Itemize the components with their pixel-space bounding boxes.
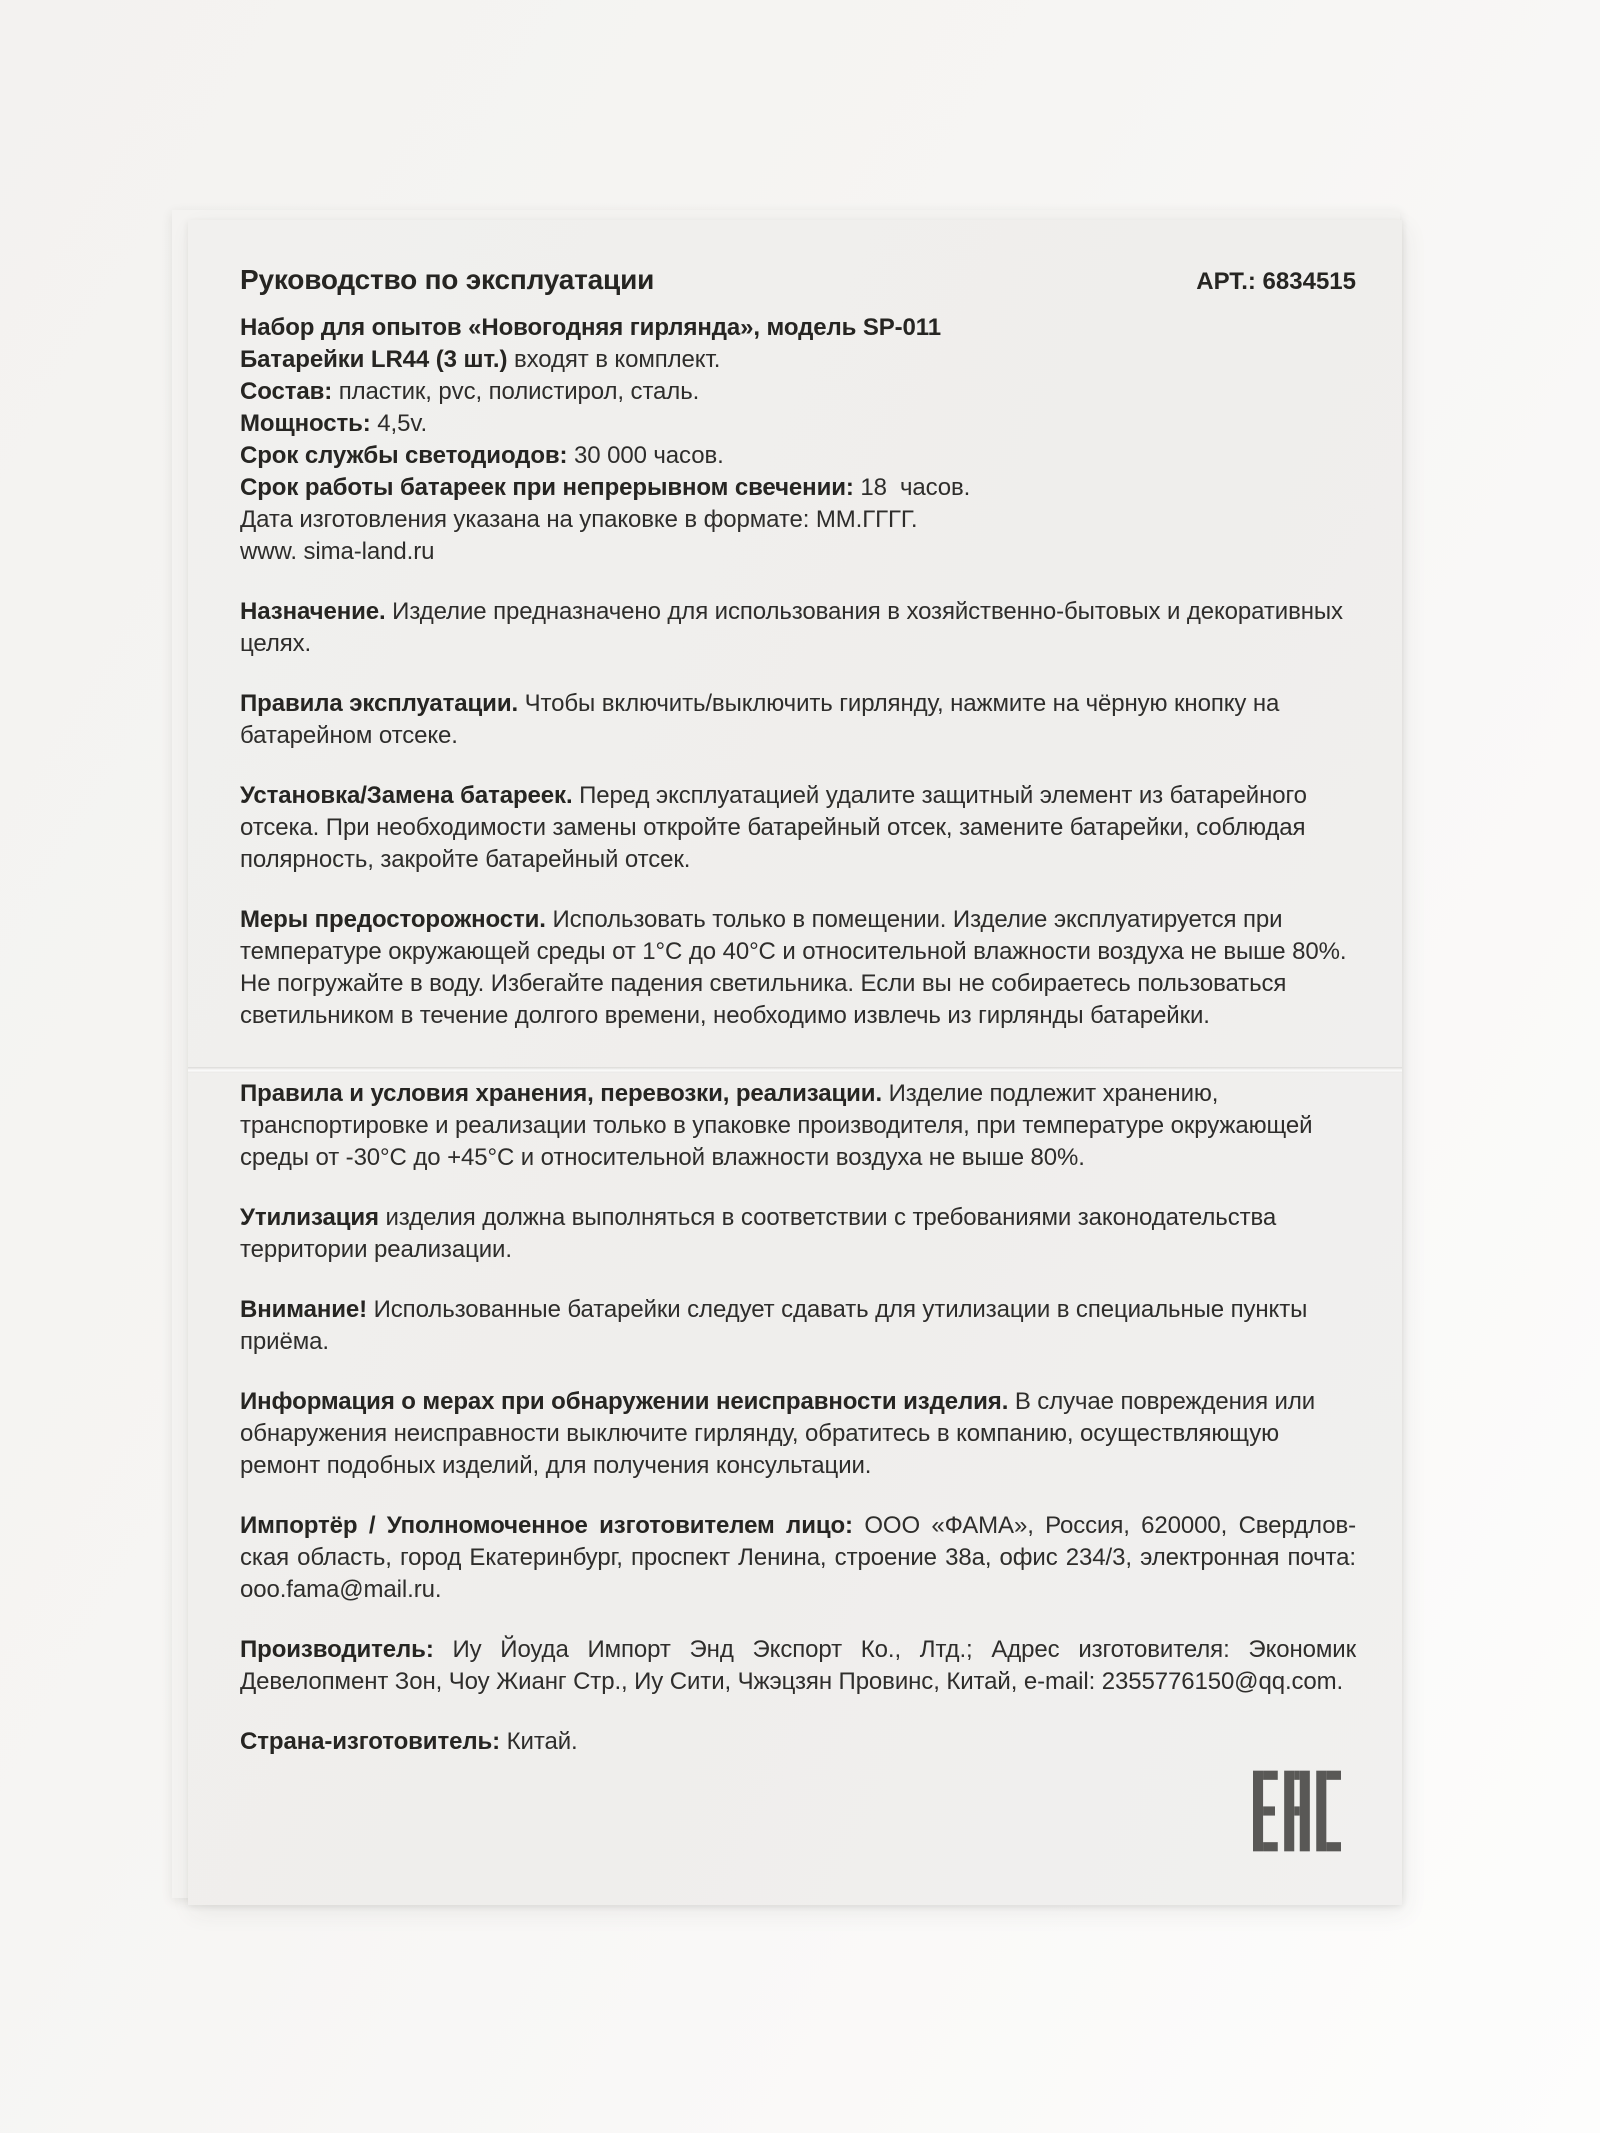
section-paragraph-label: Правила эксплуатации. xyxy=(240,690,519,717)
eac-mark xyxy=(1253,1770,1341,1852)
section-paragraph xyxy=(240,1634,1356,1698)
section-paragraph xyxy=(240,1510,1356,1606)
spec-line xyxy=(240,408,1356,440)
section-paragraph-label: Назначение. xyxy=(240,598,386,625)
spec-line xyxy=(240,312,1356,344)
spec-line-label: Состав: xyxy=(240,378,333,405)
spec-line xyxy=(240,504,1356,536)
section-paragraph xyxy=(240,904,1356,1032)
spec-line xyxy=(240,536,1356,568)
section-paragraph-label: Информация о мерах при обнаружении неисправности изделия. xyxy=(240,1388,1009,1415)
section-paragraph-text: изделия должна выполняться в соответствии с требованиями законодательства территории реализации. xyxy=(240,1204,1277,1263)
spec-line-text: 30 000 часов. xyxy=(567,442,724,469)
spec-line-text: входят в комплект. xyxy=(507,346,721,373)
section-paragraph-text: Изделие предназначено для использования в хозяйственно-бытовых и декоративных целях. xyxy=(240,598,1343,657)
spec-line-text: пластик, pvc, полистирол, сталь. xyxy=(332,378,700,405)
instruction-leaflet xyxy=(188,220,1402,1905)
section-paragraph xyxy=(240,1726,1356,1758)
section-paragraph-label: Утилизация xyxy=(240,1204,379,1231)
spec-line-text: 4,5v. xyxy=(370,410,428,437)
spec-line-text: Дата изготовления указана на упаковке в формате: ММ.ГГГГ. xyxy=(240,506,918,533)
section-paragraph-text: Перед эксплуатацией удалите защитный элемент из батарейного отсека. При необходимости замены откройте батарейный отсек, замените батарейки, соблюдая полярность, закройте батарейный отсек. xyxy=(240,782,1307,873)
product-specs xyxy=(240,312,1356,568)
paper-fold-crease xyxy=(188,1067,1402,1073)
spec-line xyxy=(240,344,1356,376)
section-paragraph-label: Страна-изготовитель: xyxy=(240,1728,501,1755)
spec-line-label: Батарейки LR44 (3 шт.) xyxy=(240,346,508,373)
section-paragraph-label: Внимание! xyxy=(240,1296,368,1323)
spec-line-text: 18 часов. xyxy=(853,474,971,501)
spec-line-text: www. sima-land.ru xyxy=(240,538,435,565)
spec-line xyxy=(240,440,1356,472)
section-paragraph xyxy=(240,1294,1356,1358)
spec-line-label: Мощность: xyxy=(240,410,371,437)
section-paragraph-label: Производитель: xyxy=(240,1636,434,1663)
section-paragraph xyxy=(240,1078,1356,1174)
spec-line-label: Срок службы светодиодов: xyxy=(240,442,568,469)
section-paragraph-label: Импортёр / Уполномоченное изготовителем лицо: xyxy=(240,1512,853,1539)
section-paragraph-text: Использованные батарейки следует сдавать для утилизации в специальные пункты приёма. xyxy=(240,1296,1308,1355)
spec-line-label: Набор для опытов «Новогодняя гирлянда», модель SP-011 xyxy=(240,314,941,341)
section-paragraph-label: Меры предосторожности. xyxy=(240,906,546,933)
section-paragraph xyxy=(240,1386,1356,1482)
section-paragraph-label: Правила и условия хранения, перевозки, реализации. xyxy=(240,1080,883,1107)
section-paragraph-text: Иу Йоуда Импорт Энд Экспорт Ко., Лтд.; Адрес изготовителя: Экономик Девелопмент Зон, Чоу Жианг Стр., Иу Сити, Чжэцзян Провинс, Китай, e-mail: 2355776150@qq.com. xyxy=(240,1636,1356,1695)
sections-bottom xyxy=(240,1078,1356,1758)
section-paragraph-text: В случае повреждения или обнаружения неисправности выключите гирлянду, обратитесь в компанию, осуществляющую ремонт подобных изделий, для получения консультации. xyxy=(240,1388,1316,1479)
sections-top xyxy=(240,596,1356,1032)
section-paragraph xyxy=(240,688,1356,752)
spec-line-label: Срок работы батареек при непрерывном свечении: xyxy=(240,474,854,501)
eac-mark-icon xyxy=(1253,1770,1341,1852)
document-header xyxy=(240,264,1356,296)
spec-line xyxy=(240,376,1356,408)
section-paragraph-text: Чтобы включить/выключить гирлянду, нажмите на чёрную кнопку на батарейном отсеке. xyxy=(240,690,1280,749)
section-paragraph xyxy=(240,780,1356,876)
eac-mark-label xyxy=(1253,1852,1254,1853)
section-paragraph-text: Использовать только в помещении. Изделие эксплуатируется при температуре окружающей среды от 1°С до 40°С и относительной влажности воздуха не выше 80%. Не погружайте в воду. Избегайте падения светильника. Если вы не собираетесь пользоваться светильником в течение долгого времени, необходимо извлечь из гирлянды батарейки. xyxy=(240,906,1347,1029)
section-paragraph xyxy=(240,596,1356,660)
section-paragraph-text: ООО «ФАМА», Россия, 620000, Свердлов-ская область, город Екатеринбург, проспект Ленина, строение 38а, офис 234/3, электронная почта: ooo.fama@mail.ru. xyxy=(240,1512,1356,1603)
section-paragraph xyxy=(240,1202,1356,1266)
spec-line xyxy=(240,472,1356,504)
section-paragraph-text: Изделие подлежит хранению, транспортировке и реализации только в упаковке производителя, при температуре окружающей среды от -30°С до +45°С и относительной влажности воздуха не выше 80%. xyxy=(240,1080,1313,1171)
section-paragraph-text: Китай. xyxy=(500,1728,578,1755)
section-paragraph-label: Установка/Замена батареек. xyxy=(240,782,573,809)
page-title: Руководство по эксплуатации xyxy=(240,264,655,295)
article-number: АРТ.: 6834515 xyxy=(1196,268,1356,295)
